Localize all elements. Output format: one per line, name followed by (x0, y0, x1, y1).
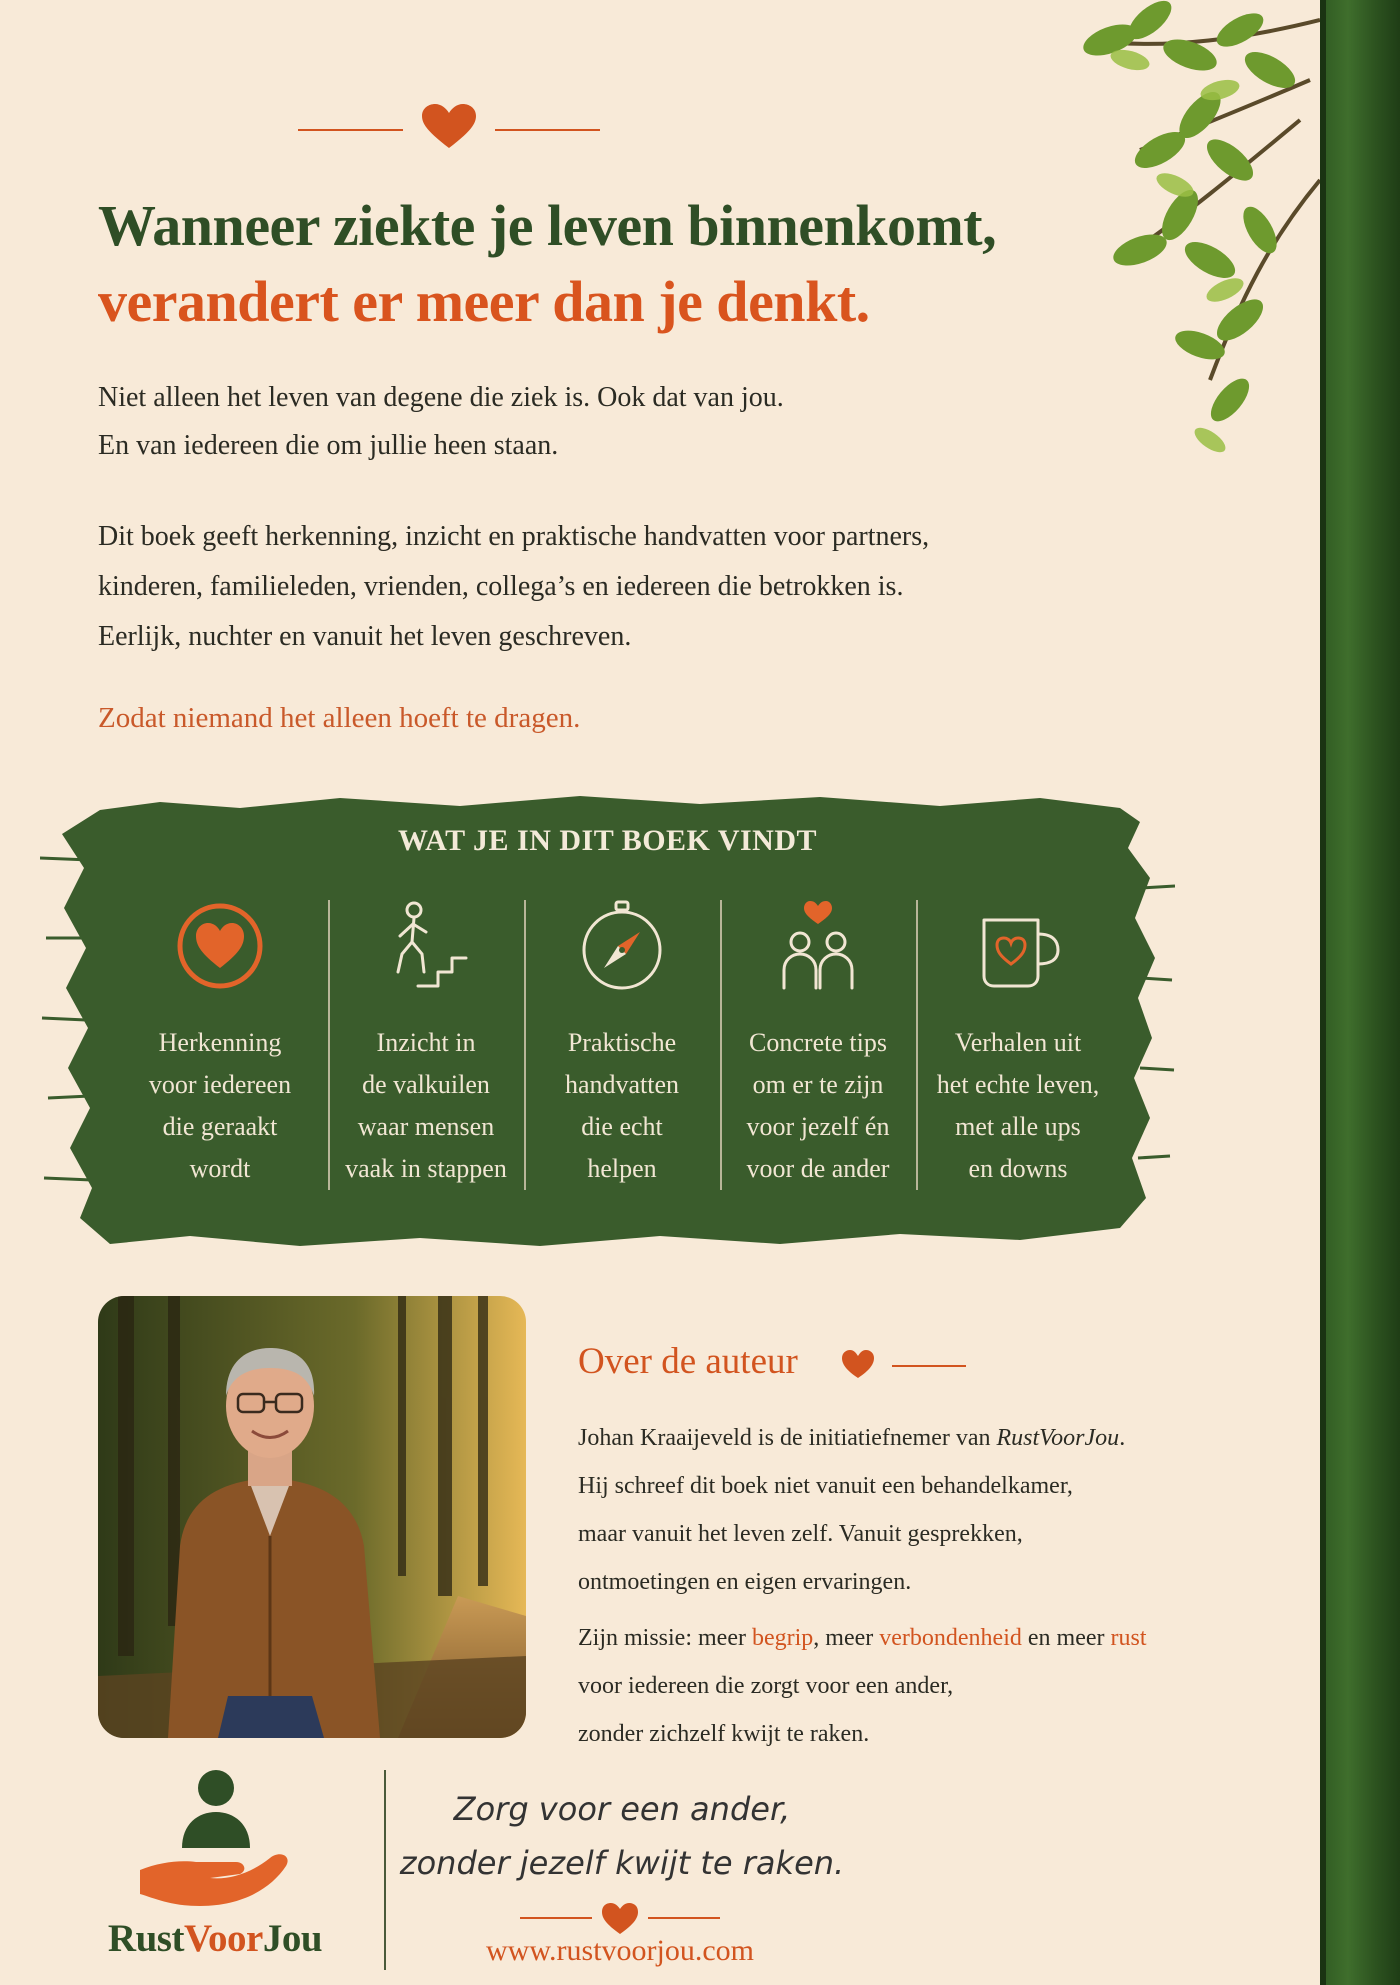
author-photo (98, 1296, 526, 1738)
intro-line-2: En van iedereen die om jullie heen staan. (98, 430, 559, 461)
highlight-rust: rust (1110, 1625, 1147, 1651)
person-climbing-stairs-icon (378, 898, 474, 994)
description-line-2: kinderen, familieleden, vrienden, collega’s en iedereen die betrokken is. (98, 571, 904, 602)
motto-line-1: Zorg voor een ander, (453, 1790, 791, 1828)
rustvoorjou-logo (100, 1766, 330, 1976)
features-title: WAT JE IN DIT BOEK VINDT (397, 824, 818, 857)
feature-label: Herkenning voor iedereen die geraakt wordt (148, 1028, 292, 1183)
highlight-begrip: begrip (751, 1625, 814, 1651)
feature-label: Verhalen uit het echte leven, met alle ups en downs (936, 1028, 1100, 1183)
description-text (98, 512, 1088, 662)
top-heart-ornament (298, 102, 600, 152)
feature-label: Praktische handvatten die echt helpen (564, 1028, 680, 1183)
feature-label: Inzicht in de valkuilen waar mensen vaak in stappen (345, 1028, 507, 1183)
description-line-3: Eerlijk, nuchter en vanuit het leven geschreven. (98, 621, 632, 652)
headline-line-1: Wanneer ziekte je leven binnenkomt, (98, 193, 997, 258)
author-bio: Johan Kraaijeveld is de initiatiefnemer van RustVoorJou. Hij schreef dit boek niet vanuit een behandelkamer, maar vanuit het leven zelf. Vanuit gesprekken, ontmoetingen en eigen ervaringen. (578, 1425, 1126, 1595)
caring-hand-icon (130, 1766, 300, 1916)
feature-stories (920, 898, 1116, 1198)
heart-circle-icon (172, 898, 268, 994)
feature-divider (916, 900, 918, 1190)
tagline: Zodat niemand het alleen hoeft te dragen. (98, 702, 581, 734)
author-heading: Over de auteur (578, 1341, 798, 1382)
feature-tips (720, 898, 916, 1198)
author-mission: Zijn missie: meer begrip, meer verbondenheid en meer rust voor iedereen die zorgt voor een ander, zonder zichzelf kwijt te raken. (578, 1625, 1147, 1747)
book-spine (1320, 0, 1400, 1985)
footer-divider (384, 1770, 386, 1970)
compass-icon (574, 898, 670, 994)
mug-heart-icon (970, 898, 1066, 994)
feature-insight (328, 898, 524, 1198)
highlight-verbondenheid: verbondenheid (879, 1625, 1022, 1651)
description-line-1: Dit boek geeft herkenning, inzicht en praktische handvatten voor partners, (98, 521, 930, 552)
feature-practical (524, 898, 720, 1198)
logo-wordmark: RustVoorJou (107, 1917, 323, 1960)
footer-heart-ornament (520, 1898, 720, 1938)
website-link[interactable]: www.rustvoorjou.com (485, 1934, 755, 1967)
features-panel (40, 788, 1175, 1253)
feature-label: Concrete tips om er te zijn voor jezelf én voor de ander (746, 1028, 890, 1183)
intro-line-1: Niet alleen het leven van degene die ziek is. Ook dat van jou. (98, 382, 784, 413)
motto-line-2: zonder jezelf kwijt te raken. (399, 1844, 845, 1882)
headline-line-2: verandert er meer dan je denkt. (98, 269, 870, 334)
two-people-heart-icon (770, 898, 866, 994)
author-heart-ornament (840, 1348, 970, 1384)
brand-name: RustVoorJou (996, 1425, 1120, 1451)
feature-recognition (122, 898, 318, 1198)
intro-text (98, 374, 1058, 470)
motto (392, 1782, 852, 1890)
headline (98, 188, 1058, 340)
